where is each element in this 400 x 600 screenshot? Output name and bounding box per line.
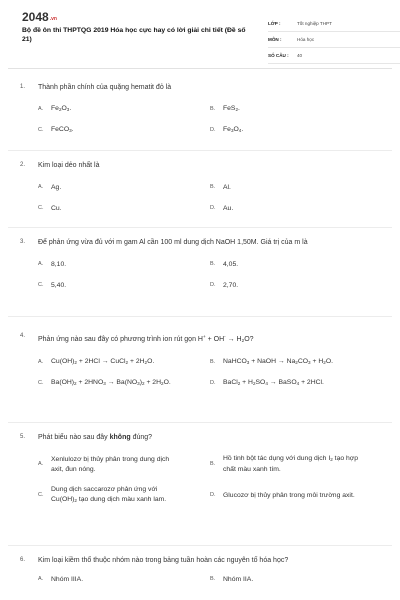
exam-meta [268,16,400,64]
question-divider [8,150,392,151]
question-text: Thành phần chính của quặng hematit đỏ là [38,84,172,91]
option-c[interactable]: C. FeCO$_3$. [38,126,74,133]
option-b[interactable]: B. 4,05. [210,260,239,268]
question-4: 4. Phản ứng nào sau đây có phương trình ion rút gọn $H^+ + OH^- \to H_2O$? A. $Cu(OH)_2 + 2HCl$ → CuCl$_2$ + $2H_2O$. B. NaHCO$_3$ + NaOH → $Na_2CO_3 + H_2O$. C. $Ba(OH)_2 + 2HNO_3 \to Ba(NO_3)_2 + 2H_2O$. D. BaCl$_2$ + $H_2SO_4$ → BaSO$_4$ + 2HCl. [20,331,388,399]
question-divider [8,545,392,546]
option-a[interactable]: A. Nhóm IIIA. [38,575,84,583]
exam-title: Bộ đề ôn thi THPTQG 2019 Hóa học cực hay có lời giải chi tiết (Đề số 21) [22,27,246,43]
option-c[interactable]: C. 5,40. [38,281,67,289]
option-d[interactable]: D. Au. [210,204,234,212]
option-d[interactable]: D. BaCl$_2$ + $H_2SO_4$ → BaSO$_4$ + 2HCl. [210,379,324,386]
emphasis-not: không [109,434,131,441]
option-b[interactable]: B. FeS$_2$. [210,105,240,112]
option-b[interactable]: B. Hồ tinh bột tác dụng với dung dịch $I_2$ tạo hợp chất màu xanh tím. [210,455,359,473]
question-text: Phản ứng nào sau đây có phương trình ion rút gọn $H^+ + OH^- \to H_2O$? [38,334,254,343]
option-b[interactable]: B. Al. [210,183,231,191]
question-5: 5. Phát biểu nào sau đây không đúng? A. Xenlulozơ bị thủy phân trong dung dịch axit, đun nóng. B. Hồ tinh bột tác dụng với dung dịch $I_2$ tạo hợp chất màu xanh tím. C. Dung dịch saccarozơ phản ứng với $Cu(OH)_2$ tạo dung dịch màu xanh lam. D. Glucozơ bị thủy phân trong môi trường axit. [20,432,388,516]
option-d[interactable]: D. Glucozơ bị thủy phân trong môi trường axit. [210,491,355,499]
question-1: 1. Thành phần chính của quặng hematit đỏ là A. $Fe_2O_3$. B. FeS$_2$. C. FeCO$_3$. D. $Fe_3O_4$. [20,82,388,146]
question-6: 6. Kim loại kiềm thổ thuộc nhóm nào trong bảng tuần hoàn các nguyên tố hóa học? A. Nhóm IIIA. B. Nhóm IIA. [20,555,388,595]
exam-header [14,0,386,68]
option-d[interactable]: D. $Fe_3O_4$. [210,126,244,133]
option-a[interactable]: A. $Fe_2O_3$. [38,105,72,112]
option-b[interactable]: B. Nhóm IIA. [210,575,254,583]
option-d[interactable]: D. 2,70. [210,281,239,289]
question-text: Để phản ứng vừa đủ với m gam Al cần 100 ml dung dịch NaOH 1,50M. Giá trị của m là [38,239,308,246]
option-c[interactable]: C. Cu. [38,204,62,212]
option-c[interactable]: C. Dung dịch saccarozơ phản ứng với $Cu(OH)_2$ tạo dung dịch màu xanh lam. [38,486,167,503]
question-divider [8,422,392,423]
option-a[interactable]: A. $Cu(OH)_2 + 2HCl$ → CuCl$_2$ + $2H_2O$. [38,358,155,365]
question-divider [8,227,392,228]
question-text: Kim loại kiềm thổ thuộc nhóm nào trong bảng tuần hoàn các nguyên tố hóa học? [38,557,289,564]
option-c[interactable]: C. $Ba(OH)_2 + 2HNO_3 \to Ba(NO_3)_2 + 2H_2O$. [38,379,171,386]
site-logo[interactable]: 2048.vn [22,10,57,24]
option-a[interactable]: A. Ag. [38,183,62,191]
question-3: 3. Để phản ứng vừa đủ với m gam Al cần 100 ml dung dịch NaOH 1,50M. Giá trị của m là A. 8,10. B. 4,05. C. 5,40. D. 2,70. [20,237,388,301]
question-2: 2. Kim loại dẻo nhất là A. Ag. B. Al. C. Cu. D. Au. [20,160,388,224]
meta-row-class: LỚP : Tốt nghiệp THPT [268,16,400,32]
meta-row-count: SỐ CÂU : 40 [268,48,400,64]
header-divider [8,68,392,69]
option-a[interactable]: A. Xenlulozơ bị thủy phân trong dung dịch axit, đun nóng. [38,455,170,473]
question-divider [8,316,392,317]
option-a[interactable]: A. 8,10. [38,260,67,268]
question-text: Kim loại dẻo nhất là [38,162,100,169]
option-b[interactable]: B. NaHCO$_3$ + NaOH → $Na_2CO_3 + H_2O$. [210,358,333,365]
meta-row-subject: MÔN : Hóa học [268,32,400,48]
question-text: Phát biểu nào sau đây không đúng? [38,434,153,441]
